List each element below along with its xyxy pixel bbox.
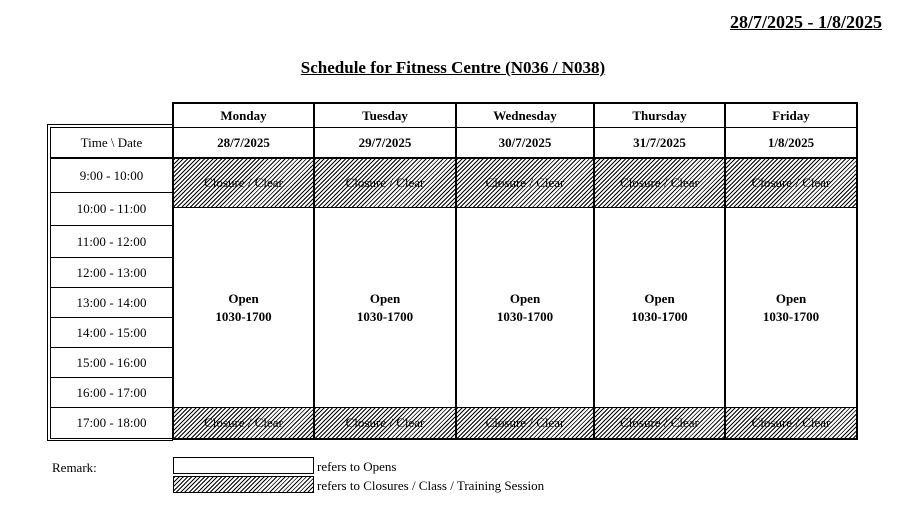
open-block — [456, 207, 594, 408]
legend-open-swatch — [173, 457, 314, 474]
date-header-thursday: 31/7/2025 — [594, 127, 725, 158]
closure-block-evening — [725, 407, 857, 439]
day-header-monday: Monday — [173, 103, 314, 128]
closure-block-evening — [314, 407, 456, 439]
time-slot: 11:00 - 12:00 — [50, 225, 173, 258]
day-header-thursday: Thursday — [594, 103, 725, 128]
open-hours: 1030-1700 — [356, 308, 414, 324]
closure-label: Closure / Clear — [204, 415, 283, 430]
open-label: Open — [369, 290, 401, 306]
closure-label: Closure / Clear — [751, 175, 831, 190]
day-header-tuesday: Tuesday — [314, 103, 456, 128]
closure-block-evening — [456, 407, 594, 439]
closure-label: Closure / Clear — [620, 415, 699, 430]
date-header-friday: 1/8/2025 — [725, 127, 857, 158]
time-slot: 14:00 - 15:00 — [50, 317, 173, 348]
open-block — [725, 207, 857, 408]
open-hours: 1030-1700 — [496, 308, 554, 324]
closure-block-evening — [594, 407, 725, 439]
time-slot: 15:00 - 16:00 — [50, 347, 173, 378]
time-slot: 13:00 - 14:00 — [50, 287, 173, 318]
closure-label: Closure / Clear — [345, 175, 425, 190]
legend-open-text: refers to Opens — [317, 459, 397, 474]
open-hours: 1030-1700 — [215, 308, 272, 324]
date-header-monday: 28/7/2025 — [173, 127, 314, 158]
legend-closure-swatch — [173, 476, 314, 493]
day-header-friday: Friday — [725, 103, 857, 128]
legend-closure-text: refers to Closures / Class / Training Session — [317, 478, 545, 493]
closure-block-evening — [173, 407, 314, 439]
time-slot: 17:00 - 18:00 — [50, 407, 173, 439]
open-hours: 1030-1700 — [631, 308, 688, 324]
date-header-wednesday: 30/7/2025 — [456, 127, 594, 158]
open-label: Open — [775, 290, 807, 306]
open-label: Open — [509, 290, 541, 306]
open-block — [173, 207, 314, 408]
open-block — [594, 207, 725, 408]
closure-label: Closure / Clear — [620, 175, 699, 190]
open-hours: 1030-1700 — [762, 308, 820, 324]
time-slot: 10:00 - 11:00 — [50, 192, 173, 226]
closure-label: Closure / Clear — [485, 175, 565, 190]
closure-block-morning — [173, 158, 314, 208]
open-label: Open — [644, 290, 675, 306]
closure-block-morning — [594, 158, 725, 208]
remark-label: Remark: — [52, 460, 97, 475]
time-slot: 12:00 - 13:00 — [50, 257, 173, 288]
open-block — [314, 207, 456, 408]
time-slot: 9:00 - 10:00 — [50, 158, 173, 193]
page-title: Schedule for Fitness Centre (N036 / N038) — [300, 58, 606, 77]
closure-block-morning — [314, 158, 456, 208]
time-slot: 16:00 - 17:00 — [50, 377, 173, 408]
open-label: Open — [228, 290, 259, 306]
date-header-tuesday: 29/7/2025 — [314, 127, 456, 158]
closure-label: Closure / Clear — [751, 415, 831, 430]
day-header-wednesday: Wednesday — [456, 103, 594, 128]
date-range: 28/7/2025 - 1/8/2025 — [730, 12, 882, 32]
corner-header: Time \ Date — [50, 127, 173, 158]
closure-block-morning — [725, 158, 857, 208]
closure-block-morning — [456, 158, 594, 208]
closure-label: Closure / Clear — [204, 175, 283, 190]
closure-label: Closure / Clear — [345, 415, 425, 430]
closure-label: Closure / Clear — [485, 415, 565, 430]
